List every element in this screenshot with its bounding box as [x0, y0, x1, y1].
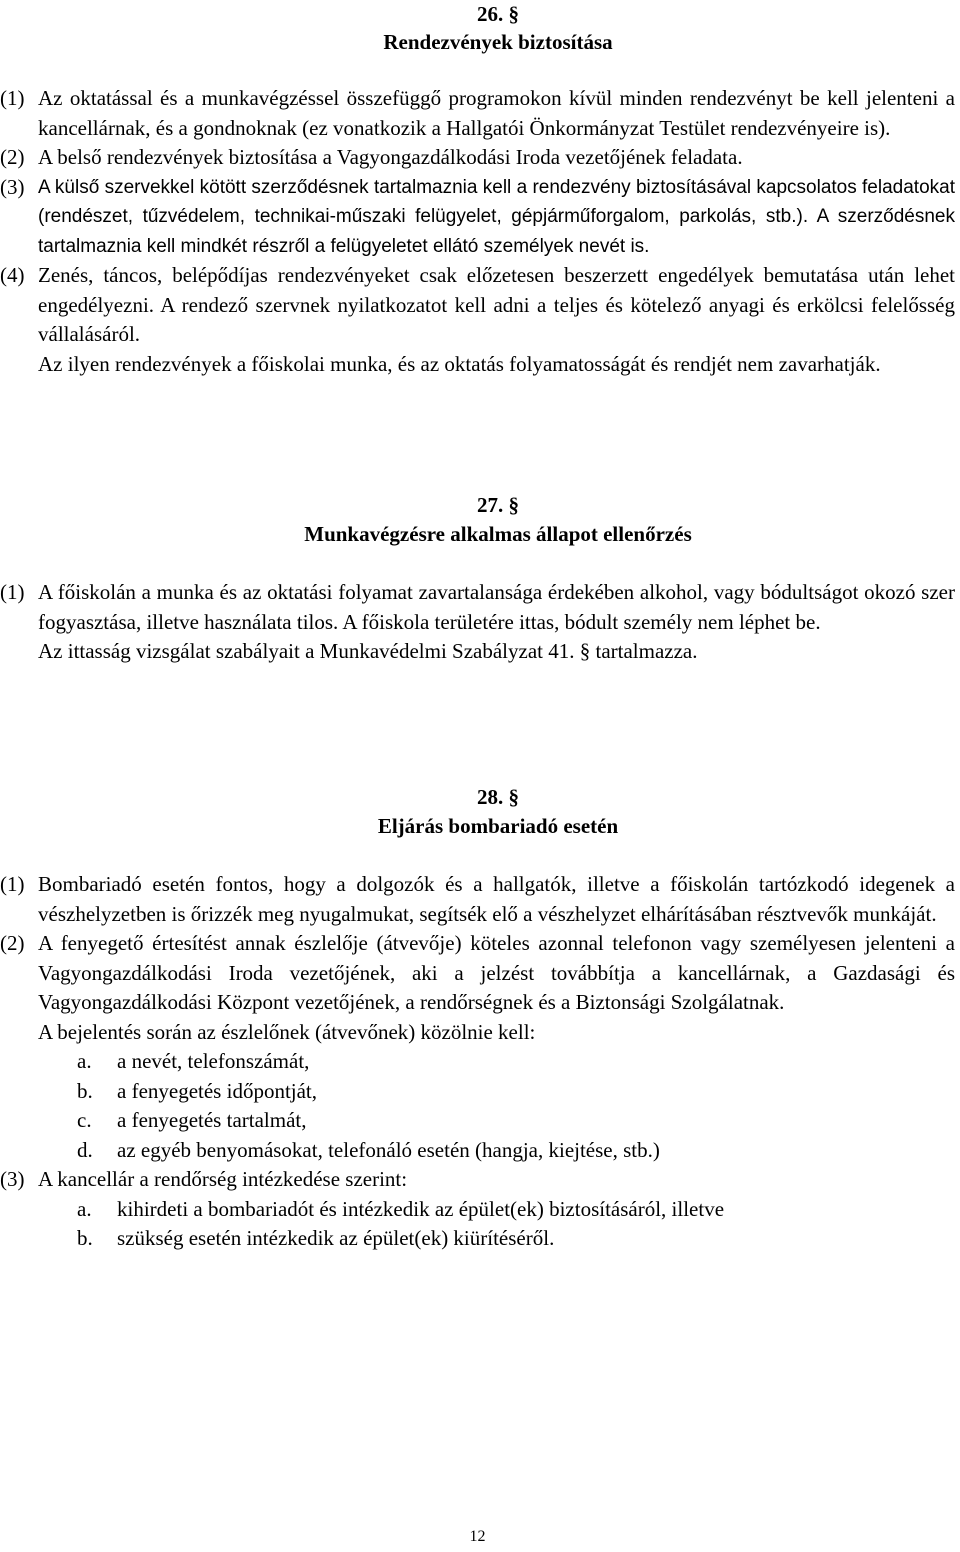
list-item-text: a nevét, telefonszámát,: [117, 1049, 310, 1073]
list-item: [0, 1224, 955, 1254]
list-item: [0, 1106, 955, 1136]
list-item-text: az egyéb benyomásokat, telefonáló esetén (hangja, kiejtése, stb.): [117, 1137, 660, 1162]
page-number: 12: [469, 1528, 486, 1545]
section-number: 27. §: [477, 493, 519, 517]
paragraph: [0, 173, 955, 262]
paragraph-text: A fenyegető értesítést annak észlelője (átvevője) köteles azonnal telefonon vagy személyesen jelenteni a Vagyongazdálkodási Iroda vezetőjének, aki a jelzést továbbítja a kancellárnak, a Gazdasági és Vagyongazdálkodási Központ vezetőjének, a rendőrségnek és a Biztonsági Szolgálatnak.: [38, 931, 955, 1014]
list-item-text: a fenyegetés tartalmát,: [117, 1108, 307, 1132]
section-body: [0, 578, 955, 667]
paragraph-number: (1): [0, 872, 25, 896]
paragraph-text: A külső szervekkel kötött szerződésnek tartalmaznia kell a rendezvény biztosításával kapcsolatos feladatokat (rendészet, tűzvédelem, technikai-műszaki felügyelet, gépjárműforgalom, parkolás, stb.). A szerződésnek tartalmaznia kell mindkét részről a felügyeletet ellátó személyek nevét is.: [38, 176, 955, 257]
continuation-text: A bejelentés során az észlelőnek (átvevőnek) közölnie kell:: [38, 1019, 536, 1044]
paragraph-number: (4): [0, 263, 25, 287]
paragraph-number: (1): [0, 86, 25, 110]
section-body: [0, 870, 955, 1254]
section-number: 26. §: [477, 2, 519, 26]
list-item: [0, 1195, 955, 1225]
paragraph-text: Bombariadó esetén fontos, hogy a dolgozók és a hallgatók, illetve a főiskolán tartózkodó idegenek a vészhelyzetben is őrizzék meg nyugalmukat, segítsék elő a vészhelyzet elhárításában résztvevők munkáját.: [38, 872, 955, 926]
paragraph-text: Zenés, táncos, belépődíjas rendezvényeket csak előzetesen beszerzett engedélyek bemutatása után lehet engedélyezni. A rendező szervnek nyilatkozatot kell adni a teljes és kötelező anyagi és erkölcsi felelősség vállalásáról.: [38, 263, 955, 346]
paragraph: [0, 870, 955, 929]
paragraph: [0, 261, 955, 350]
paragraph: [0, 143, 955, 173]
list-item-text: szükség esetén intézkedik az épület(ek) kiürítéséről.: [117, 1226, 555, 1250]
paragraph-text: A főiskolán a munka és az oktatási folyamat zavartalansága érdekében alkohol, vagy bódultságot okozó szer fogyasztása, illetve használata tilos. A főiskola területére ittas, bódult személy nem léphet be.: [38, 580, 955, 634]
list-item-text: kihirdeti a bombariadót és intézkedik az épület(ek) biztosításáról, illetve: [117, 1196, 725, 1221]
list-marker: b.: [77, 1226, 93, 1250]
paragraph: [0, 84, 955, 143]
paragraph-text: A kancellár a rendőrség intézkedése szerint:: [38, 1167, 408, 1191]
paragraph-number: (2): [0, 931, 25, 955]
list-marker: c.: [77, 1108, 92, 1132]
paragraph: [0, 929, 955, 1018]
continuation-text: Az ilyen rendezvények a főiskolai munka, és az oktatás folyamatosságát és rendjét nem zavarhatják.: [38, 351, 881, 376]
section-title: Munkavégzésre alkalmas állapot ellenőrzés: [304, 522, 692, 546]
list-marker: a.: [77, 1196, 92, 1221]
list-item: [0, 1047, 955, 1077]
list-item: [0, 1136, 955, 1166]
paragraph-text: Az oktatással és a munkavégzéssel összefüggő programokon kívül minden rendezvényt be kell jelenteni a kancellárnak, és a gondnoknak (ez vonatkozik a Hallgatói Önkormányzat Testület rendezvényeire is).: [38, 86, 955, 140]
continuation-text: Az ittasság vizsgálat szabályait a Munkavédelmi Szabályzat 41. § tartalmazza.: [38, 639, 698, 663]
list-item-text: a fenyegetés időpontját,: [117, 1078, 318, 1103]
paragraph-number: (3): [0, 1167, 25, 1191]
list-item: [0, 1077, 955, 1107]
paragraph-number: (3): [0, 174, 25, 199]
paragraph-number: (2): [0, 145, 25, 169]
section-title: Eljárás bombariadó esetén: [377, 814, 619, 838]
paragraph-text: A belső rendezvények biztosítása a Vagyongazdálkodási Iroda vezetőjének feladata.: [38, 145, 743, 169]
section-title: Rendezvények biztosítása: [383, 30, 613, 54]
paragraph: [0, 1165, 955, 1195]
list-marker: b.: [77, 1078, 93, 1103]
paragraph-number: (1): [0, 580, 25, 604]
section-body: [0, 84, 955, 379]
section-number: 28. §: [477, 785, 519, 809]
paragraph: [0, 578, 955, 637]
list-marker: a.: [77, 1049, 92, 1073]
list-marker: d.: [77, 1137, 93, 1162]
